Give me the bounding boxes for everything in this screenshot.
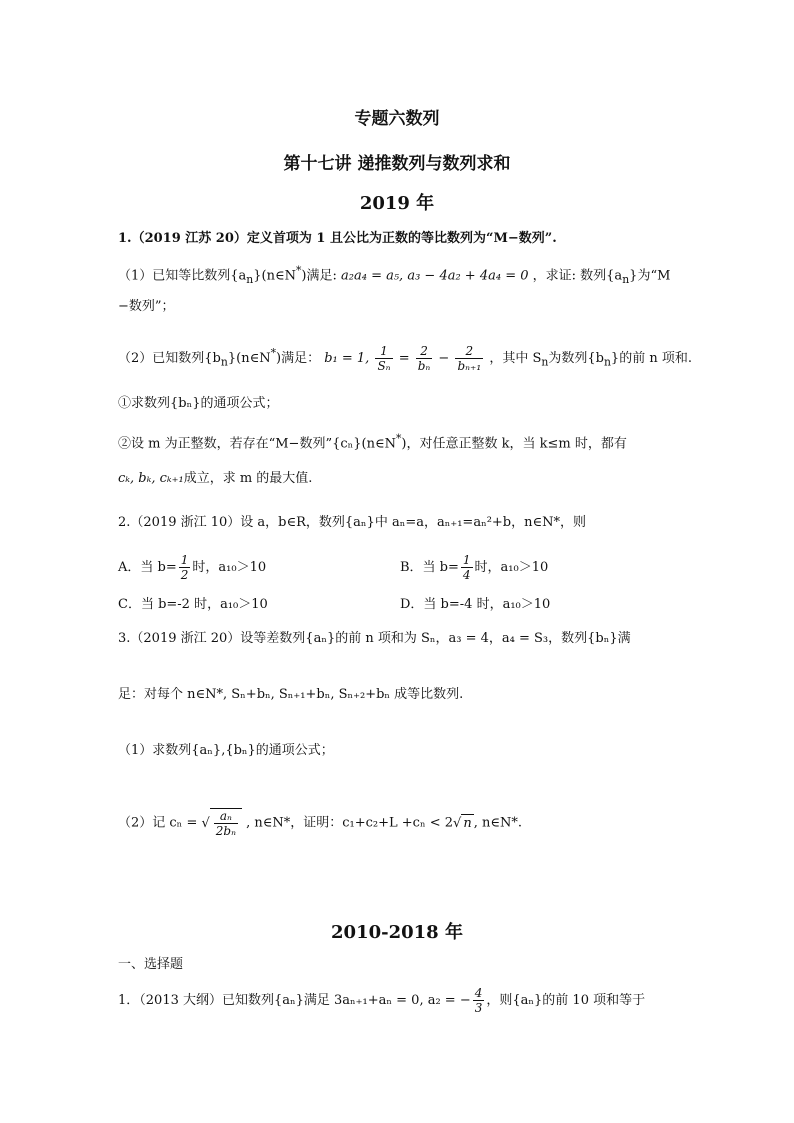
fraction: $\frac{1}{\text{Sₙ}}$ xyxy=(377,344,391,373)
q2-option-b: B．当 b= $\frac{1}{4}$ 时，a₁₀＞10 xyxy=(400,553,549,582)
year-heading-2019: 2019 年 xyxy=(359,193,435,214)
sqrt: √ n xyxy=(453,815,472,831)
q1-sub1: ①求数列{bₙ}的通项公式； xyxy=(118,396,279,411)
fraction: $\frac{\text{aₙ}}{\text{2bₙ}}$ xyxy=(215,809,236,838)
q3-header: 3.（2019 浙江 20）设等差数列{aₙ}的前 n 项和为 Sₙ，a₃ = 4，a₄ = S₃，数列{bₙ}满 xyxy=(118,631,631,646)
q1-sub2-cont: cₖ, bₖ, cₖ₊₁成立，求 m 的最大值. xyxy=(118,471,313,486)
section-title: 专题六数列 xyxy=(354,109,440,129)
q3-part2: （2）记 cₙ = √ $\frac{\text{aₙ}}{\text{2bₙ}}$ , n∈N*，证明：c₁+c₂+L +cₙ < 2√ n , n∈N*. xyxy=(118,809,522,838)
lecture-title: 第十七讲 递推数列与数列求和 xyxy=(283,154,511,174)
q1-part1-cont: −数列”； xyxy=(118,299,175,314)
fraction: $\frac{2}{\text{bₙ₊₁}}$ xyxy=(457,344,482,373)
q2-option-c: C．当 b=-2 时，a₁₀＞10 xyxy=(118,597,268,612)
q1-header: 1.（2019 江苏 20）定义首项为 1 且公比为正数的等比数列为“M−数列”. xyxy=(118,231,557,246)
q3-part1: （1）求数列{aₙ},{bₙ}的通项公式； xyxy=(118,743,334,758)
sqrt: √ $\frac{\text{aₙ}}{\text{2bₙ}}$ xyxy=(201,808,241,838)
fraction: $\frac{2}{\text{bₙ}}$ xyxy=(417,344,431,373)
q1-part1-math: a₂a₄ = a₅, a₃ − 4a₂ + 4a₄ = 0 xyxy=(341,268,529,284)
q1-part1: （1）已知等比数列$\{a_n\}(n\in N^*)$满足: a₂a₄ = a₅, a₃ − 4a₂ + 4a₄ = 0 ，求证: 数列$\{a_n\}$为“M xyxy=(118,264,671,286)
q1-sub2: ②设 m 为正整数，若存在“M−数列”{cₙ}(n∈N*)，对任意正整数 k，当 k≤m 时，都有 xyxy=(118,432,627,452)
year-heading-2010-2018: 2010-2018 年 xyxy=(331,922,463,943)
q2-option-a: A．当 b= $\frac{1}{2}$ 时，a₁₀＞10 xyxy=(118,553,267,582)
q2-option-d: D．当 b=-4 时，a₁₀＞10 xyxy=(400,597,551,612)
q3-cont: 足：对每个 n∈N*, Sₙ+bₙ, Sₙ₊₁+bₙ, Sₙ₊₂+bₙ 成等比数列. xyxy=(118,687,464,702)
q1-part2: （2）已知数列$\{b_n\}(n\in N^*)$满足： b₁ = 1, $\frac{1}{\text{Sₙ}}$ = $\frac{2}{\text{bₙ}}$ − $\frac{2}{\text{bₙ₊₁}}$ ，其中 $S_n$为数列$\{b_n\}$的前 n 项和. xyxy=(118,344,692,373)
fraction: $\frac{4}{3}$ xyxy=(474,986,483,1015)
section-heading: 一、选择题 xyxy=(118,957,184,972)
fraction: $\frac{1}{2}$ xyxy=(180,553,189,582)
q2-header: 2.（2019 浙江 10）设 a，b∈R，数列{aₙ}中 aₙ=a，aₙ₊₁=aₙ²+b，n∈N*，则 xyxy=(118,515,586,530)
section-q1: 1．（2013 大纲）已知数列{aₙ}满足 3aₙ₊₁+aₙ = 0, a₂ = − $\frac{4}{3}$ ，则{aₙ}的前 10 项和等于 xyxy=(118,986,646,1015)
fraction: $\frac{1}{4}$ xyxy=(462,553,471,582)
